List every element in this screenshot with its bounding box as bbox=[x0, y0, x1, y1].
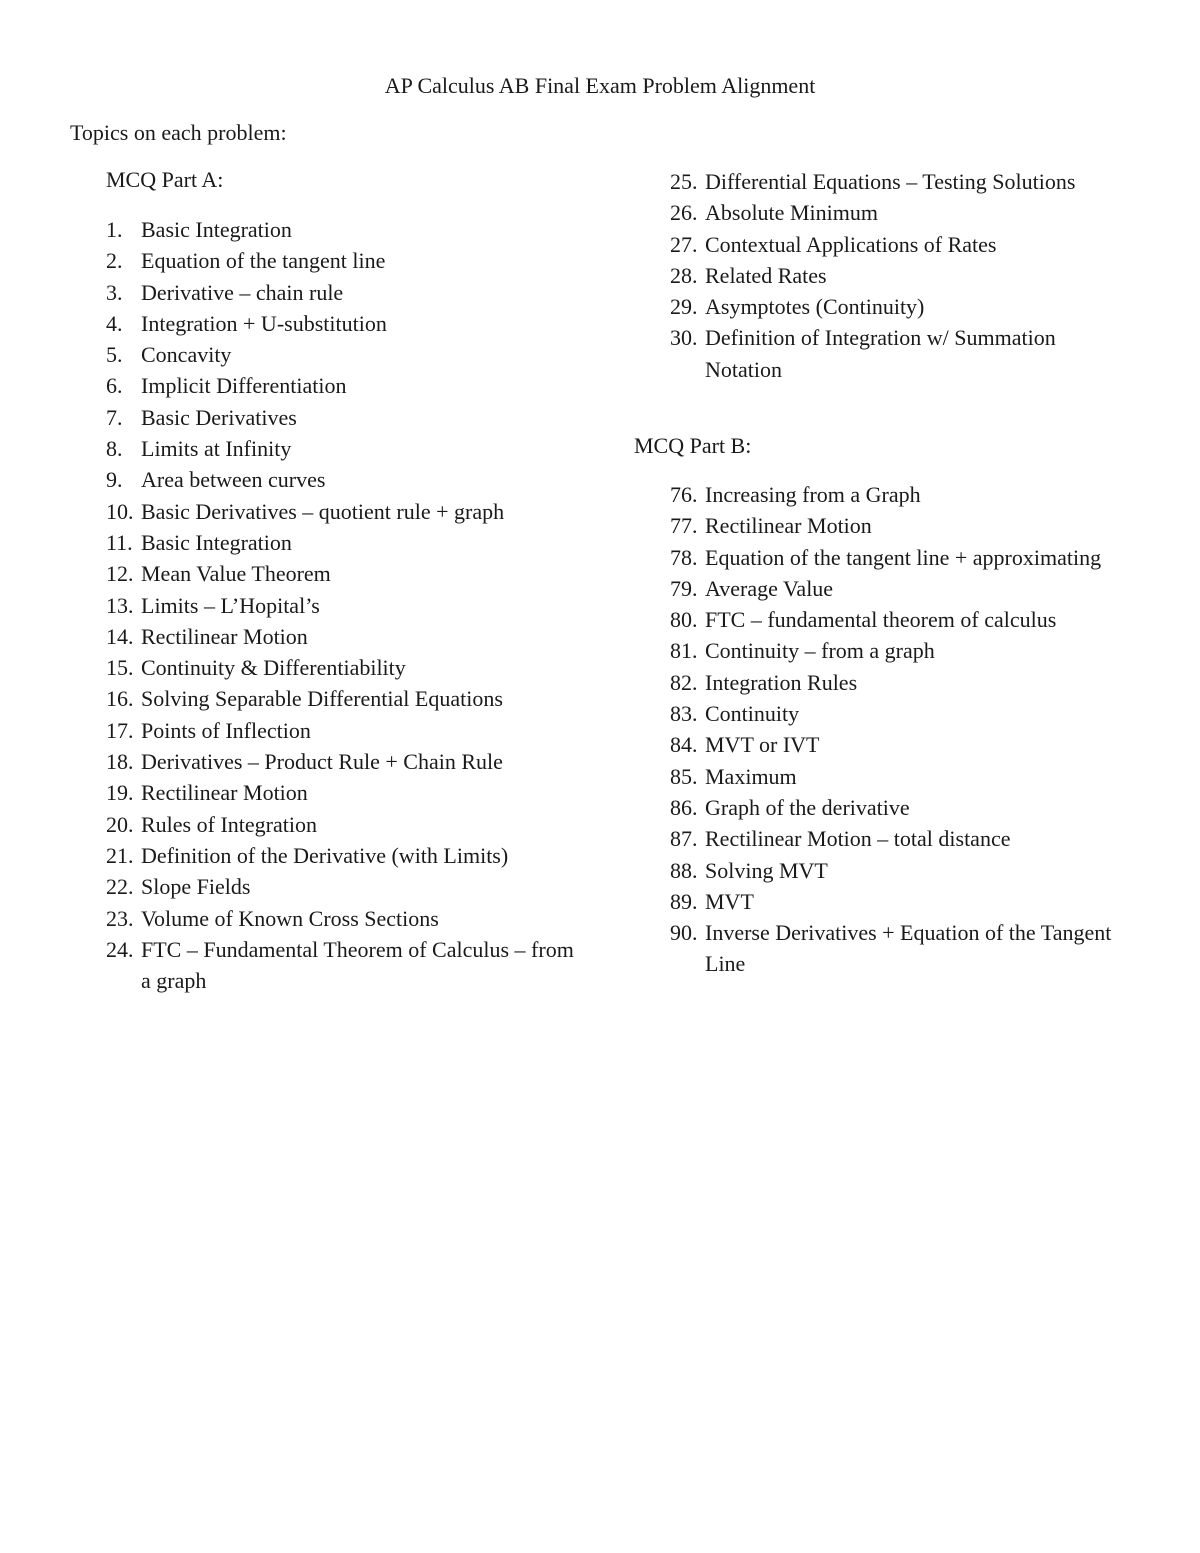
item-number: 27. bbox=[670, 231, 698, 257]
item-topic: MVT or IVT bbox=[705, 732, 820, 758]
item-topic: Rules of Integration bbox=[141, 811, 317, 837]
part-a-left-column bbox=[106, 166, 576, 996]
item-topic: Asymptotes (Continuity) bbox=[705, 294, 925, 320]
list-item bbox=[106, 777, 576, 808]
list-item bbox=[106, 683, 576, 714]
item-topic: Average Value bbox=[705, 575, 834, 601]
item-topic: Concavity bbox=[141, 342, 232, 368]
item-number: 7. bbox=[106, 404, 123, 430]
item-topic: Inverse Derivatives + Equation of the Tangent Line bbox=[705, 920, 1112, 977]
item-topic: Volume of Known Cross Sections bbox=[141, 905, 439, 931]
list-item bbox=[670, 197, 1120, 228]
item-number: 11. bbox=[106, 529, 133, 555]
item-topic: Basic Derivatives bbox=[141, 404, 297, 430]
list-item bbox=[670, 886, 1120, 917]
item-number: 14. bbox=[106, 623, 134, 649]
part-a-heading: MCQ Part A: bbox=[106, 167, 224, 192]
list-item bbox=[106, 433, 576, 464]
item-topic: Integration + U-substitution bbox=[141, 310, 387, 336]
item-number: 86. bbox=[670, 794, 698, 820]
item-number: 25. bbox=[670, 169, 698, 194]
item-topic: Basic Derivatives – quotient rule + graph bbox=[141, 498, 505, 524]
item-topic: FTC – fundamental theorem of calculus bbox=[705, 607, 1057, 633]
item-topic: Derivative – chain rule bbox=[141, 279, 344, 305]
part-a-list-continued bbox=[670, 166, 1120, 385]
item-topic: Integration Rules bbox=[705, 669, 858, 695]
item-number: 5. bbox=[106, 342, 123, 368]
list-item bbox=[670, 479, 1120, 510]
item-topic: Differential Equations – Testing Solutions bbox=[705, 169, 1076, 194]
item-topic: Equation of the tangent line bbox=[141, 248, 386, 274]
list-item bbox=[106, 934, 576, 997]
list-item bbox=[670, 573, 1120, 604]
item-topic: Continuity – from a graph bbox=[705, 638, 935, 664]
list-item bbox=[670, 291, 1120, 322]
item-topic: Solving Separable Differential Equations bbox=[141, 686, 503, 712]
list-item bbox=[106, 558, 576, 589]
item-number: 90. bbox=[670, 920, 698, 946]
item-number: 18. bbox=[106, 749, 134, 775]
item-number: 29. bbox=[670, 294, 698, 320]
list-item bbox=[106, 715, 576, 746]
list-item bbox=[670, 542, 1120, 573]
item-number: 85. bbox=[670, 763, 698, 789]
list-item bbox=[106, 339, 576, 370]
list-item bbox=[106, 621, 576, 652]
item-number: 15. bbox=[106, 655, 134, 681]
list-item bbox=[670, 604, 1120, 635]
list-item bbox=[106, 464, 576, 495]
list-item bbox=[670, 166, 1120, 197]
part-b-heading: MCQ Part B: bbox=[634, 433, 752, 458]
list-item bbox=[106, 214, 576, 245]
item-number: 30. bbox=[670, 325, 698, 351]
item-topic: Related Rates bbox=[705, 262, 827, 288]
item-topic: Implicit Differentiation bbox=[141, 373, 347, 399]
item-topic: Rectilinear Motion bbox=[141, 780, 308, 806]
list-item bbox=[106, 746, 576, 777]
item-topic: Equation of the tangent line + approximating bbox=[705, 544, 1102, 570]
list-item bbox=[106, 277, 576, 308]
item-topic: Points of Inflection bbox=[141, 717, 311, 743]
item-number: 28. bbox=[670, 262, 698, 288]
list-item bbox=[106, 308, 576, 339]
item-number: 84. bbox=[670, 732, 698, 758]
item-number: 79. bbox=[670, 575, 698, 601]
item-number: 23. bbox=[106, 905, 134, 931]
document-title: AP Calculus AB Final Exam Problem Alignment bbox=[384, 73, 816, 98]
part-b-list bbox=[670, 479, 1120, 980]
item-number: 6. bbox=[106, 373, 123, 399]
item-topic: Maximum bbox=[705, 763, 797, 789]
item-topic: Continuity bbox=[705, 701, 800, 727]
item-number: 21. bbox=[106, 842, 134, 868]
item-number: 24. bbox=[106, 936, 134, 962]
list-item bbox=[106, 590, 576, 621]
list-item bbox=[670, 698, 1120, 729]
list-item bbox=[106, 871, 576, 902]
list-item bbox=[106, 903, 576, 934]
item-topic: Area between curves bbox=[141, 467, 326, 493]
item-topic: Rectilinear Motion bbox=[705, 513, 872, 539]
intro-text: Topics on each problem: bbox=[70, 120, 287, 145]
list-item bbox=[670, 917, 1120, 980]
item-number: 82. bbox=[670, 669, 698, 695]
item-number: 9. bbox=[106, 467, 123, 493]
list-item bbox=[106, 245, 576, 276]
item-number: 80. bbox=[670, 607, 698, 633]
list-item bbox=[670, 229, 1120, 260]
item-number: 13. bbox=[106, 592, 134, 618]
list-item bbox=[106, 370, 576, 401]
list-item bbox=[670, 667, 1120, 698]
item-number: 12. bbox=[106, 561, 134, 587]
list-item bbox=[670, 729, 1120, 760]
item-number: 22. bbox=[106, 874, 134, 900]
item-topic: MVT bbox=[705, 888, 754, 914]
item-topic: Derivatives – Product Rule + Chain Rule bbox=[141, 749, 503, 775]
list-item bbox=[106, 652, 576, 683]
item-number: 19. bbox=[106, 780, 134, 806]
list-item bbox=[106, 496, 576, 527]
item-number: 83. bbox=[670, 701, 698, 727]
item-topic: FTC – Fundamental Theorem of Calculus – from a graph bbox=[141, 936, 574, 994]
part-b-column bbox=[670, 479, 1120, 980]
item-topic: Contextual Applications of Rates bbox=[705, 231, 997, 257]
list-item bbox=[670, 855, 1120, 886]
part-a-list bbox=[106, 214, 576, 996]
item-number: 17. bbox=[106, 717, 134, 743]
item-number: 87. bbox=[670, 826, 698, 852]
item-topic: Solving MVT bbox=[705, 857, 828, 883]
list-item bbox=[670, 260, 1120, 291]
item-topic: Rectilinear Motion bbox=[141, 623, 308, 649]
item-number: 76. bbox=[670, 482, 698, 507]
list-item bbox=[670, 510, 1120, 541]
item-number: 2. bbox=[106, 248, 123, 274]
item-number: 4. bbox=[106, 310, 123, 336]
list-item bbox=[106, 402, 576, 433]
item-number: 8. bbox=[106, 436, 123, 462]
item-number: 3. bbox=[106, 279, 123, 305]
item-number: 81. bbox=[670, 638, 698, 664]
item-number: 10. bbox=[106, 498, 134, 524]
item-topic: Continuity & Differentiability bbox=[141, 655, 406, 681]
item-number: 20. bbox=[106, 811, 134, 837]
item-number: 88. bbox=[670, 857, 698, 883]
list-item bbox=[670, 322, 1120, 385]
item-topic: Basic Integration bbox=[141, 217, 292, 242]
part-a-right-column bbox=[670, 166, 1120, 385]
item-topic: Definition of the Derivative (with Limits) bbox=[141, 842, 509, 868]
item-topic: Limits at Infinity bbox=[141, 436, 292, 462]
list-item bbox=[670, 823, 1120, 854]
item-number: 77. bbox=[670, 513, 698, 539]
item-topic: Rectilinear Motion – total distance bbox=[705, 826, 1011, 852]
list-item bbox=[670, 761, 1120, 792]
list-item bbox=[106, 809, 576, 840]
item-topic: Definition of Integration w/ Summation Notation bbox=[705, 325, 1056, 382]
item-topic: Slope Fields bbox=[141, 874, 251, 900]
item-number: 16. bbox=[106, 686, 134, 712]
item-topic: Mean Value Theorem bbox=[141, 561, 331, 587]
item-topic: Increasing from a Graph bbox=[705, 482, 921, 507]
list-item bbox=[670, 792, 1120, 823]
list-item bbox=[106, 840, 576, 871]
list-item bbox=[670, 635, 1120, 666]
item-number: 1. bbox=[106, 217, 123, 242]
list-item bbox=[106, 527, 576, 558]
item-topic: Basic Integration bbox=[141, 529, 292, 555]
item-topic: Absolute Minimum bbox=[705, 200, 878, 226]
item-number: 78. bbox=[670, 544, 698, 570]
item-topic: Limits – L’Hopital’s bbox=[141, 592, 320, 618]
item-number: 89. bbox=[670, 888, 698, 914]
item-number: 26. bbox=[670, 200, 698, 226]
item-topic: Graph of the derivative bbox=[705, 794, 910, 820]
